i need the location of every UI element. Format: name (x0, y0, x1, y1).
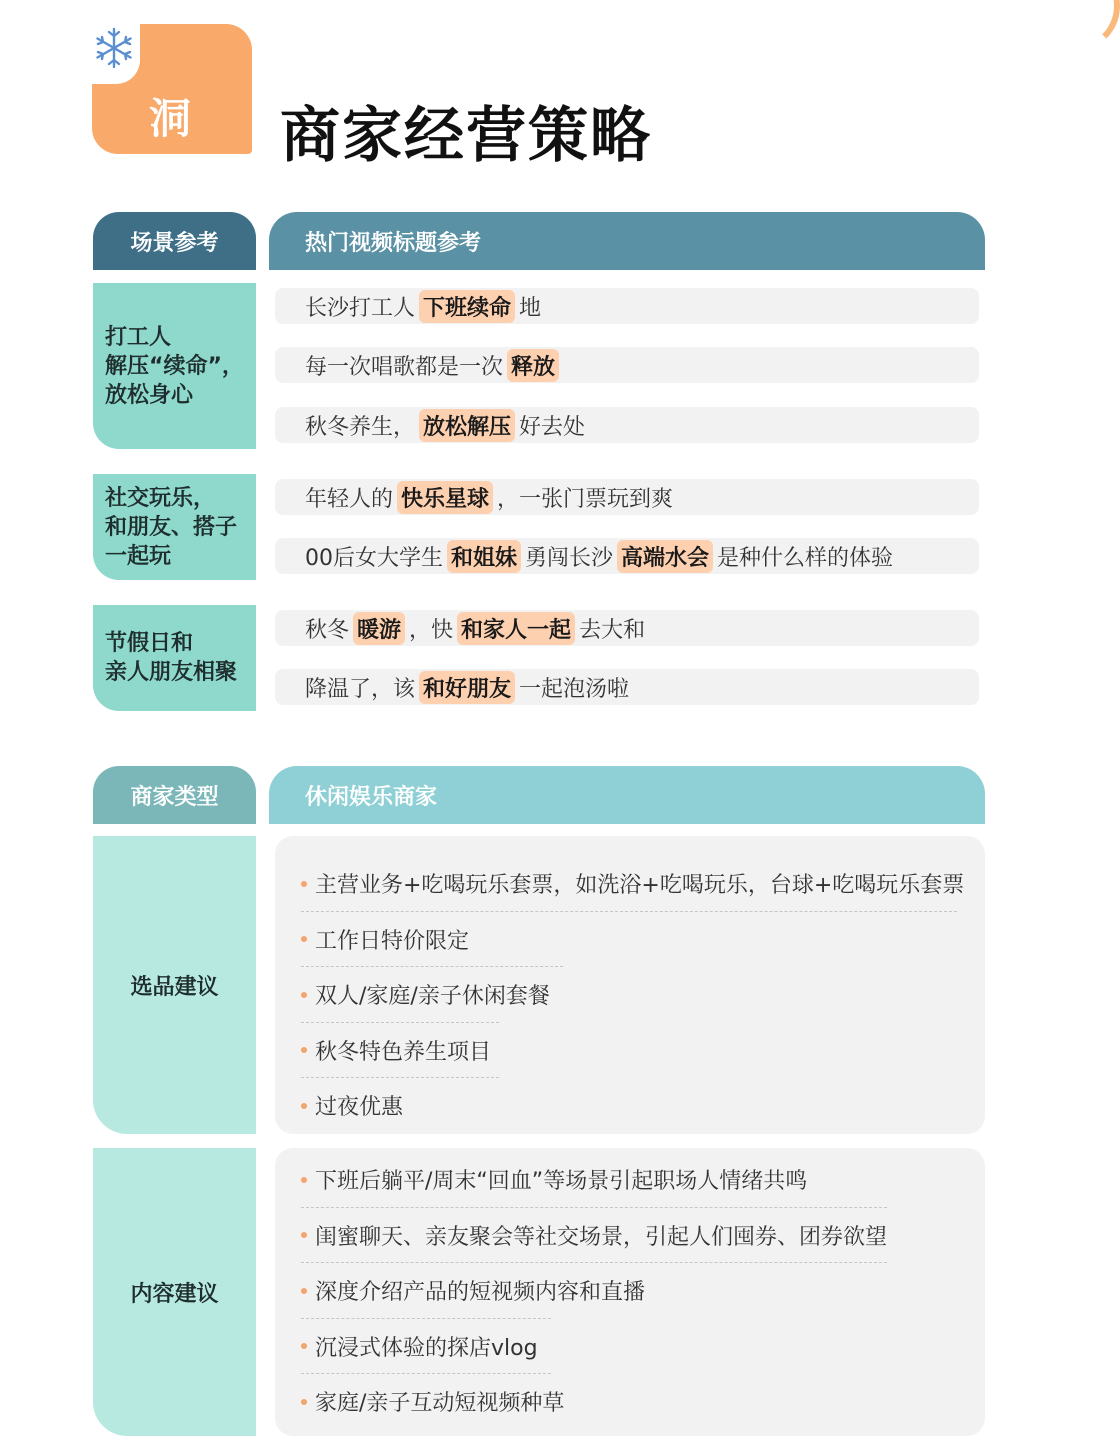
item-text: 下班后躺平/周末“回血”等场景引起职场人情绪共鸣 (315, 1169, 808, 1195)
row-text: 降温了，该 (305, 676, 416, 702)
list-item (301, 1319, 985, 1375)
selection-label: 选品建议 (130, 974, 219, 1000)
merchant-category-header: 休闲娱乐商家 (269, 766, 985, 824)
title-row (275, 479, 979, 515)
row-text: 秋冬 (305, 617, 350, 643)
bullet-icon (301, 1047, 307, 1053)
row-text: 一起泡汤啦 (519, 676, 630, 702)
bullet-icon (301, 1399, 307, 1405)
content-panel (275, 1148, 985, 1436)
bullet-icon (301, 881, 307, 887)
bullet-icon (301, 1232, 307, 1238)
row-text: 00后女大学生 (305, 545, 443, 571)
selection-panel (275, 836, 985, 1134)
scene-header: 场景参考 (93, 212, 256, 270)
row-highlight: 下班续命 (419, 290, 515, 323)
snowflake-icon (92, 26, 136, 70)
badge-cutout (92, 24, 140, 84)
row-highlight: 快乐星球 (397, 481, 493, 514)
content-label: 内容建议 (130, 1281, 219, 1307)
item-text: 深度介绍产品的短视频内容和直播 (315, 1280, 646, 1306)
row-text: ，一张门票玩到爽 (497, 486, 674, 512)
merchant-type-header: 商家类型 (93, 766, 256, 824)
scene-cell (93, 474, 256, 580)
title-row (275, 538, 979, 574)
scene-label: 打工人 解压“续命”， 放松身心 (105, 324, 244, 408)
title-row (275, 407, 979, 443)
row-highlight: 和姐妹 (447, 540, 521, 573)
title-row (275, 347, 979, 383)
item-text: 主营业务+吃喝玩乐套票，如洗浴+吃喝玩乐，台球+吃喝玩乐套票 (315, 873, 965, 899)
bullet-icon (301, 1177, 307, 1183)
row-text: 长沙打工人 (305, 295, 416, 321)
row-highlight: 释放 (507, 349, 559, 382)
scene-cell (93, 283, 256, 449)
row-text: 是种什么样的体验 (717, 545, 894, 571)
title-row (275, 288, 979, 324)
insight-badge (92, 24, 252, 203)
row-text: 每一次唱歌都是一次 (305, 354, 504, 380)
list-item (301, 1023, 985, 1079)
list-item (301, 1208, 985, 1264)
item-text: 双人/家庭/亲子休闲套餐 (315, 984, 550, 1010)
row-text: 地 (519, 295, 542, 321)
title-row (275, 610, 979, 646)
row-highlight: 暖游 (353, 612, 405, 645)
item-text: 沉浸式体验的探店vlog (315, 1335, 538, 1361)
bullet-icon (301, 1103, 307, 1109)
content-label-cell (93, 1148, 256, 1436)
item-text: 过夜优惠 (315, 1095, 404, 1121)
row-text: ，快 (409, 617, 454, 643)
bullet-icon (301, 992, 307, 998)
badge-label: 洞 察 (148, 94, 213, 203)
row-text: 去大和 (579, 617, 646, 643)
row-text: 勇闯长沙 (525, 545, 614, 571)
bullet-icon (301, 936, 307, 942)
selection-label-cell (93, 836, 256, 1134)
list-item (301, 1374, 985, 1430)
page-title: 商家经营策略 (280, 101, 652, 171)
row-text: 好去处 (519, 414, 586, 440)
list-item (301, 856, 985, 912)
item-text: 秋冬特色养生项目 (315, 1039, 492, 1065)
item-text: 闺蜜聊天、亲友聚会等社交场景，引起人们囤券、团券欲望 (315, 1224, 888, 1250)
video-title-header: 热门视频标题参考 (269, 212, 985, 270)
scene-label: 社交玩乐， 和朋友、搭子 一起玩 (105, 485, 238, 569)
corner-decoration (1028, 0, 1120, 52)
row-highlight: 放松解压 (419, 409, 515, 442)
row-highlight: 和家人一起 (457, 612, 575, 645)
row-text: 秋冬养生， (305, 414, 416, 440)
list-item (301, 1078, 985, 1134)
list-item (301, 1152, 985, 1208)
row-text: 年轻人的 (305, 486, 394, 512)
list-item (301, 912, 985, 968)
title-row (275, 669, 979, 705)
row-highlight: 和好朋友 (419, 671, 515, 704)
scene-cell (93, 605, 256, 711)
bullet-icon (301, 1288, 307, 1294)
list-item (301, 967, 985, 1023)
item-text: 家庭/亲子互动短视频种草 (315, 1391, 565, 1417)
scene-label: 节假日和 亲人朋友相聚 (105, 631, 238, 685)
list-item (301, 1263, 985, 1319)
bullet-icon (301, 1343, 307, 1349)
item-text: 工作日特价限定 (315, 928, 470, 954)
row-highlight: 高端水会 (617, 540, 713, 573)
